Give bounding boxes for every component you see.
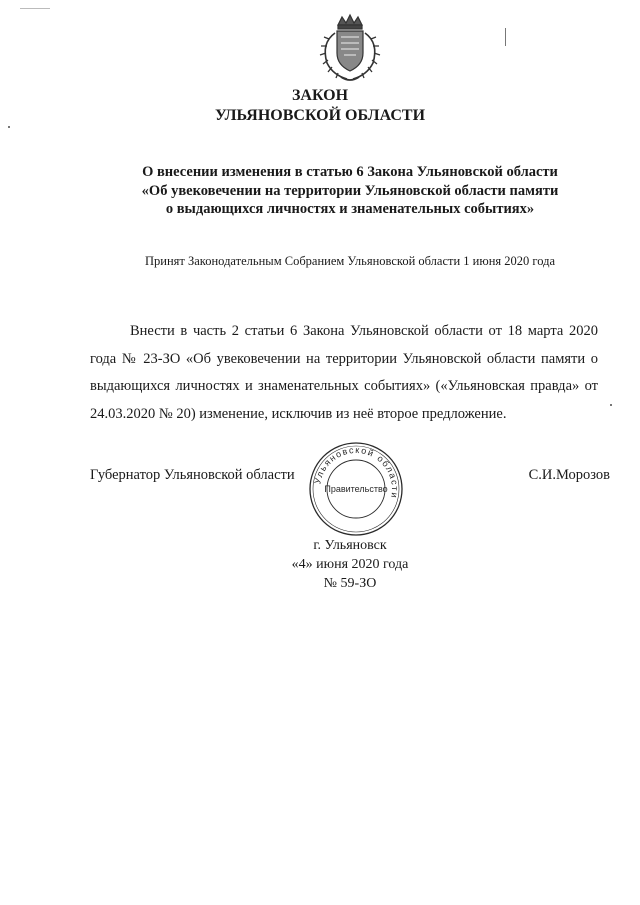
governor-title: Губернатор Ульяновской области [90, 467, 295, 483]
law-footer [0, 536, 640, 593]
scan-artifact [20, 8, 50, 9]
official-seal-stamp [307, 440, 405, 538]
law-subject [0, 163, 640, 219]
coat-of-arms-icon [311, 13, 389, 85]
law-title-line-2: УЛЬЯНОВСКОЙ ОБЛАСТИ [214, 107, 426, 124]
governor-name: С.И.Морозов [528, 467, 610, 483]
law-title [0, 86, 640, 126]
footer-number: № 59-ЗО [323, 576, 377, 591]
scan-artifact [505, 28, 506, 46]
adoption-note: Принят Законодательным Собранием Ульяновской области 1 июня 2020 года [145, 254, 555, 268]
law-body-paragraph: Внести в часть 2 статьи 6 Закона Ульяновской области от 18 марта 2020 года № 23-ЗО «Об увековечении на территории Ульяновской области памяти о выдающихся личностях и знаменательных событиях» («Ульяновская правда» от 24.03.2020 № 20) изменение, исключив из неё второе предложение. [90, 323, 598, 422]
seal-ring-text: Ульяновской области [312, 444, 401, 500]
law-subject-line-3: о выдающихся личностях и знаменательных событиях» [165, 201, 535, 217]
law-subject-line-2: «Об увековечении на территории Ульяновской области памяти [141, 182, 559, 199]
footer-date: «4» июня 2020 года [291, 557, 409, 572]
scan-artifact [8, 126, 10, 128]
scan-artifact [610, 404, 612, 406]
seal-center-text: Правительство [324, 484, 388, 494]
law-subject-line-1: О внесении изменения в статью 6 Закона Ульяновской области [142, 164, 558, 180]
footer-city: г. Ульяновск [313, 538, 387, 553]
law-title-line-1: ЗАКОН [291, 87, 349, 104]
